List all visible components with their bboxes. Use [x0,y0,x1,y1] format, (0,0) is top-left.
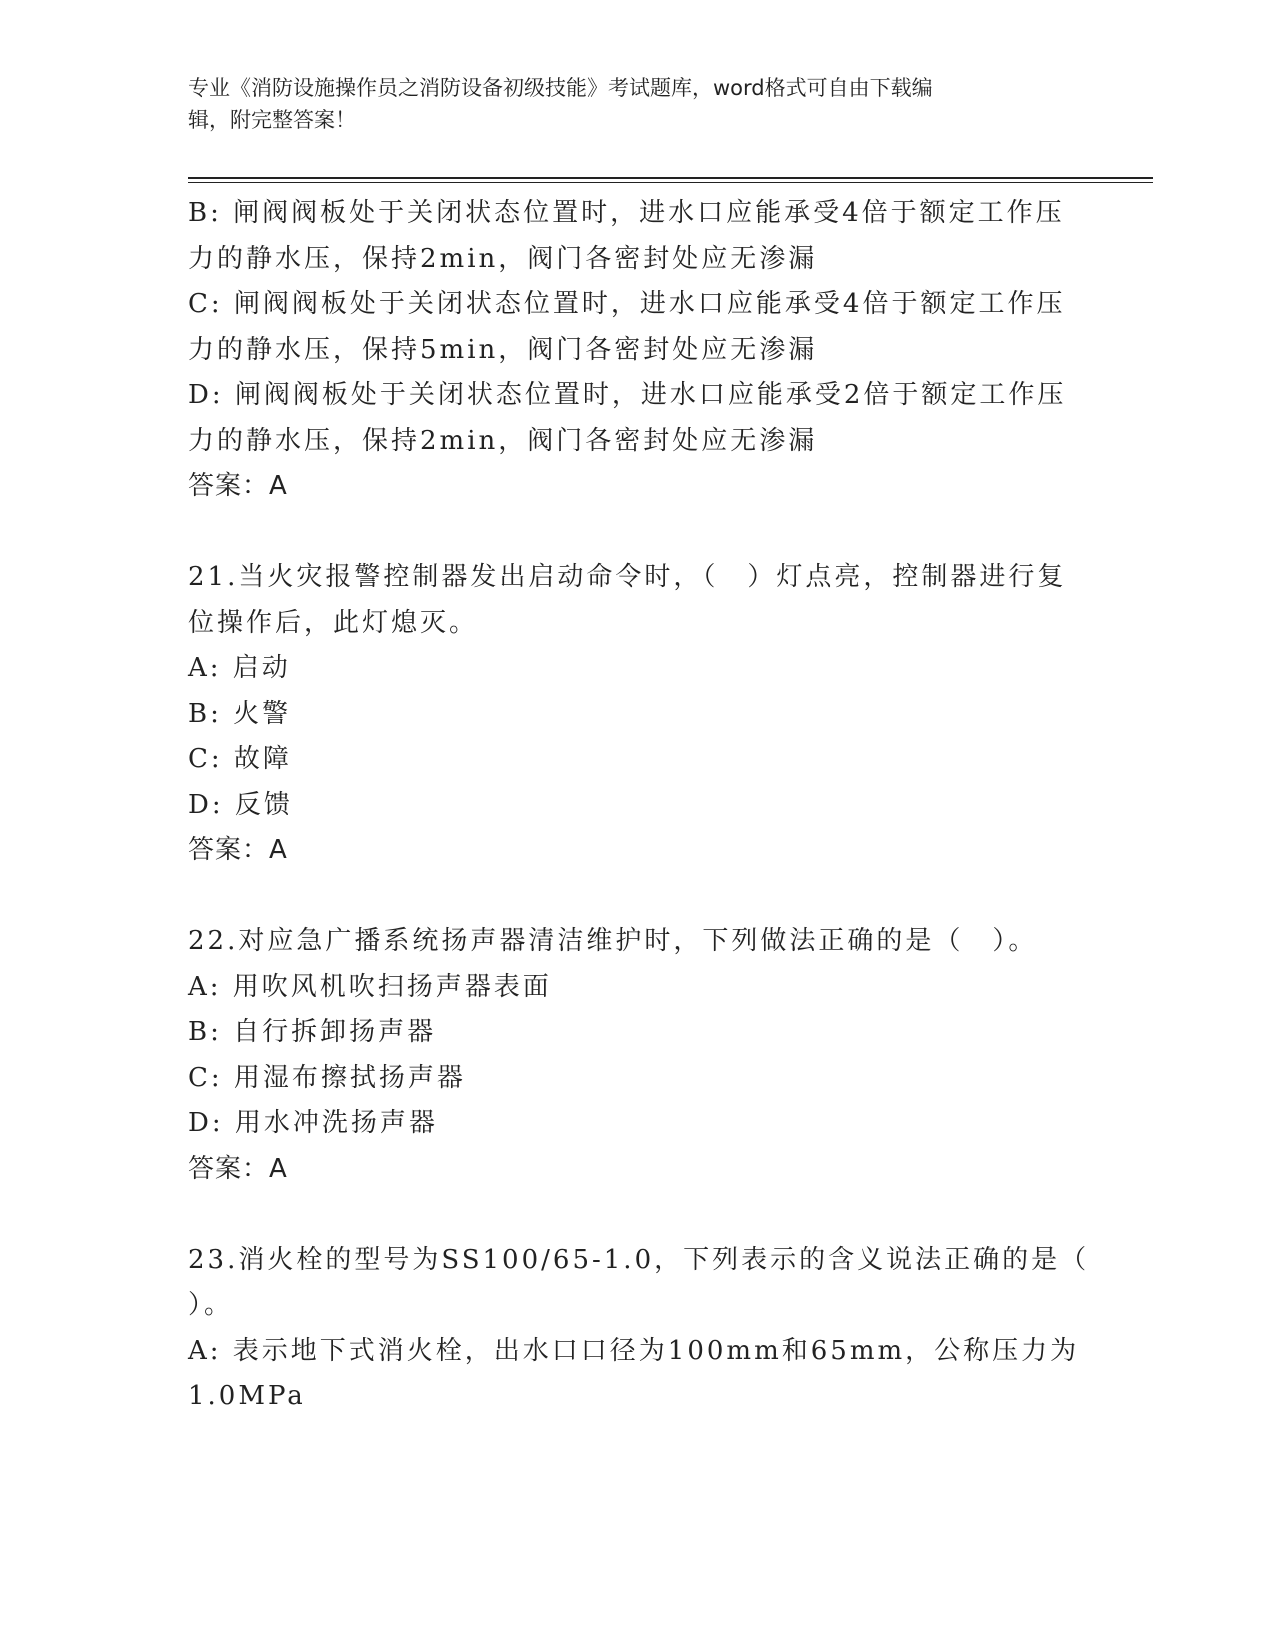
option-line: 力的静水压，保持2min，阀门各密封处应无渗漏 [188,425,818,456]
option-b: B: 自行拆卸扬声器 [188,1017,437,1047]
option-c [188,282,1078,373]
header-line-2: 辑，附完整答案！ [188,108,356,132]
option-a: A: 用吹风机吹扫扬声器表面 [188,971,552,1002]
header-rule-thin [188,182,1153,183]
header-line-1: 专业《消防设施操作员之消防设备初级技能》考试题库，word格式可自由下载编 [188,76,933,100]
option-a: A: 启动 [188,653,291,683]
answer-line: 答案：A [188,1153,288,1184]
page-header [188,72,1068,136]
option-d: D: 反馈 [188,789,293,820]
spacer [188,510,1078,556]
option-b [188,191,1078,282]
question-20-continued [188,191,1078,510]
question-stem: 22.对应急广播系统扬声器清洁维护时，下列做法正确的是（ ）。 [188,926,1038,956]
option-line: 力的静水压，保持2min，阀门各密封处应无渗漏 [188,243,818,274]
spacer [188,1192,1078,1238]
option-d [188,373,1078,464]
question-stem: ）。 [188,1290,234,1320]
option-c: C: 用湿布擦拭扬声器 [188,1062,466,1093]
option-c: C: 故障 [188,744,292,774]
option-b: B: 火警 [188,698,292,729]
spacer [188,874,1078,920]
option-a: A: 表示地下式消火栓，出水口口径为100mm和65mm，公称压力为 [188,1335,1080,1366]
question-stem: 21.当火灾报警控制器发出启动命令时，（ ）灯点亮，控制器进行复 [188,562,1067,592]
option-line: C: 闸阀阀板处于关闭状态位置时，进水口应能承受4倍于额定工作压 [188,289,1066,319]
question-stem: 位操作后，此灯熄灭。 [188,607,479,638]
question-21 [188,555,1078,874]
question-22 [188,919,1078,1192]
option-line: 力的静水压，保持5min，阀门各密封处应无渗漏 [188,334,818,365]
question-stem: 23.消火栓的型号为SS100/65-1.0，下列表示的含义说法正确的是（ [188,1244,1090,1275]
answer-line: 答案：A [188,835,288,865]
option-d: D: 用水冲洗扬声器 [188,1108,438,1138]
option-line: D: 闸阀阀板处于关闭状态位置时，进水口应能承受2倍于额定工作压 [188,380,1067,410]
option-a: 1.0MPa [188,1381,306,1411]
option-line: B: 闸阀阀板处于关闭状态位置时，进水口应能承受4倍于额定工作压 [188,198,1065,228]
header-rule-thick [188,177,1153,179]
answer-line: 答案：A [188,471,288,501]
document-body [188,191,1090,1420]
question-23 [188,1238,1090,1420]
